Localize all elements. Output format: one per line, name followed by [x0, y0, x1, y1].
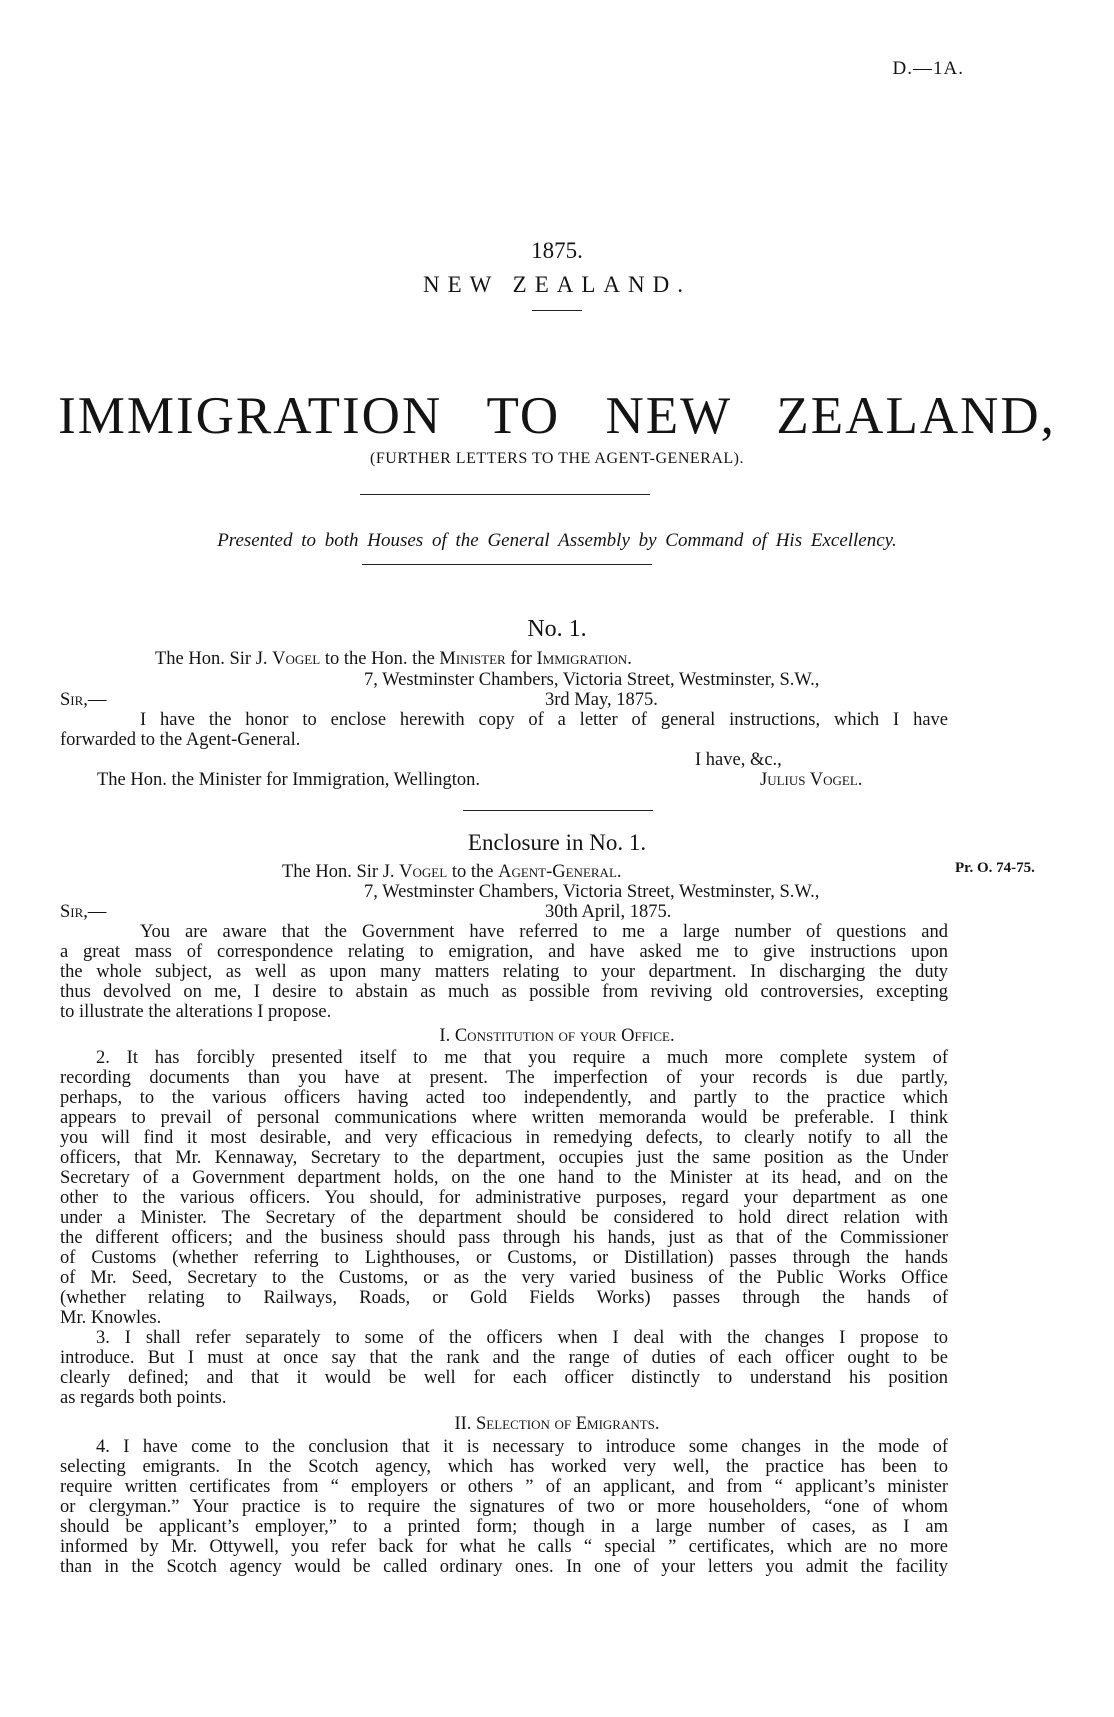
- enclosure-line: clearly defined; and that it would be well for each officer distinctly to understand his position: [60, 1368, 948, 1388]
- enclosure-line: under a Minister. The Secretary of the department should be considered to hold direct relation with: [60, 1208, 948, 1228]
- enclosure-line: Secretary of a Government department holds, on the one hand to the Minister at its head, and on the: [60, 1168, 948, 1188]
- enclosure-salutation: Sir,—: [60, 902, 107, 922]
- enclosure-line: thus devolved on me, I desire to abstain as much as possible from reviving old controversies, excepting: [60, 982, 948, 1002]
- enclosure-address: 7, Westminster Chambers, Victoria Street, Westminster, S.W.,: [364, 882, 820, 902]
- enclosure-line: introduce. But I must at once say that the rank and the range of duties of each officer ought to be: [60, 1348, 948, 1368]
- letter-number: No. 1.: [527, 616, 587, 642]
- margin-reference: Pr. O. 74-75.: [955, 860, 1035, 876]
- letter-body-line: I have the honor to enclose herewith copy of a letter of general instructions, which I have: [140, 710, 948, 730]
- enclosure-line: (whether relating to Railways, Roads, or Gold Fields Works) passes through the hands of: [60, 1288, 948, 1308]
- divider: [463, 810, 653, 811]
- enclosure-line: 2. It has forcibly presented itself to me that you require a much more complete system of: [96, 1048, 948, 1068]
- letter-address: 7, Westminster Chambers, Victoria Street, Westminster, S.W.,: [364, 670, 820, 690]
- enclosure-line: 3. I shall refer separately to some of the officers when I deal with the changes I propose to: [96, 1328, 948, 1348]
- letter-recipient: The Hon. the Minister for Immigration, Wellington.: [97, 770, 481, 790]
- enclosure-line: selecting emigrants. In the Scotch agency, which has worked very well, the practice has been to: [60, 1457, 948, 1477]
- letter-body-line: forwarded to the Agent-General.: [60, 730, 301, 750]
- enclosure-line: You are aware that the Government have referred to me a large number of questions and: [140, 922, 948, 942]
- enclosure-line: a great mass of correspondence relating to emigration, and have asked me to give instructions upon: [60, 942, 948, 962]
- enclosure-line: or clergyman.” Your practice is to require the signatures of two or more householders, “one of whom: [60, 1497, 948, 1517]
- letter-salutation: Sir,—: [60, 690, 107, 710]
- enclosure-line: than in the Scotch agency would be called ordinary ones. In one of your letters you admit the facility: [60, 1557, 948, 1577]
- section-heading: II. Selection of Emigrants.: [454, 1414, 660, 1434]
- enclosure-line: the whole subject, as well as upon many matters relating to your department. In discharging the duty: [60, 962, 948, 982]
- letter-signature: Julius Vogel.: [760, 770, 863, 790]
- enclosure-line: appears to prevail of personal communications where written memoranda would be preferable. I think: [60, 1108, 948, 1128]
- enclosure-line: to illustrate the alterations I propose.: [60, 1002, 332, 1022]
- page-title: IMMIGRATION TO NEW ZEALAND,: [58, 387, 1056, 445]
- enclosure-line: officers, that Mr. Kennaway, Secretary to the department, occupies just the same position as the Under: [60, 1148, 948, 1168]
- letter-date: 3rd May, 1875.: [545, 690, 658, 710]
- section-heading: I. Constitution of your Office.: [439, 1026, 675, 1046]
- enclosure-line: informed by Mr. Ottywell, you refer back for what he calls “ special ” certificates, which are no more: [60, 1537, 948, 1557]
- document-reference: D.—1A.: [892, 58, 964, 79]
- divider: [360, 494, 650, 495]
- letter-heading: The Hon. Sir J. Vogel to the Hon. the Minister for Immigration.: [155, 649, 632, 669]
- enclosure-line: require written certificates from “ employers or others ” of an applicant, and from “ applicant’s minister: [60, 1477, 948, 1497]
- enclosure-line: perhaps, to the various officers having acted too independently, and partly to the practice which: [60, 1088, 948, 1108]
- enclosure-line: 4. I have come to the conclusion that it is necessary to introduce some changes in the mode of: [96, 1437, 948, 1457]
- enclosure-line: of Customs (whether referring to Lighthouses, or Customs, or Distillation) passes through the hands: [60, 1248, 948, 1268]
- enclosure-heading: Enclosure in No. 1.: [467, 830, 647, 855]
- enclosure-line: should be applicant’s employer,” to a printed form; though in a large number of cases, as I am: [60, 1517, 948, 1537]
- enclosure-date: 30th April, 1875.: [545, 902, 672, 922]
- enclosure-line: you will find it most desirable, and very efficacious in remedying defects, to clearly notify to all the: [60, 1128, 948, 1148]
- document-country: NEW ZEALAND.: [422, 272, 692, 297]
- presented-line: Presented to both Houses of the General Assembly by Command of His Excellency.: [217, 530, 897, 551]
- page-subtitle: (FURTHER LETTERS TO THE AGENT-GENERAL).: [370, 450, 744, 467]
- divider: [532, 310, 582, 311]
- letter-closing: I have, &c.,: [695, 750, 782, 770]
- enclosure-subheading: The Hon. Sir J. Vogel to the Agent-General.: [282, 862, 622, 882]
- enclosure-line: Mr. Knowles.: [60, 1308, 162, 1328]
- enclosure-line: the different officers; and the business should pass through his hands, just as that of the Commissioner: [60, 1228, 948, 1248]
- divider: [362, 564, 652, 565]
- enclosure-line: other to the various officers. You should, for administrative purposes, regard your department as one: [60, 1188, 948, 1208]
- enclosure-line: of Mr. Seed, Secretary to the Customs, or as the very varied business of the Public Works Office: [60, 1268, 948, 1288]
- enclosure-line: recording documents than you have at present. The imperfection of your records is due partly,: [60, 1068, 948, 1088]
- document-year: 1875.: [531, 238, 583, 263]
- enclosure-line: as regards both points.: [60, 1388, 227, 1408]
